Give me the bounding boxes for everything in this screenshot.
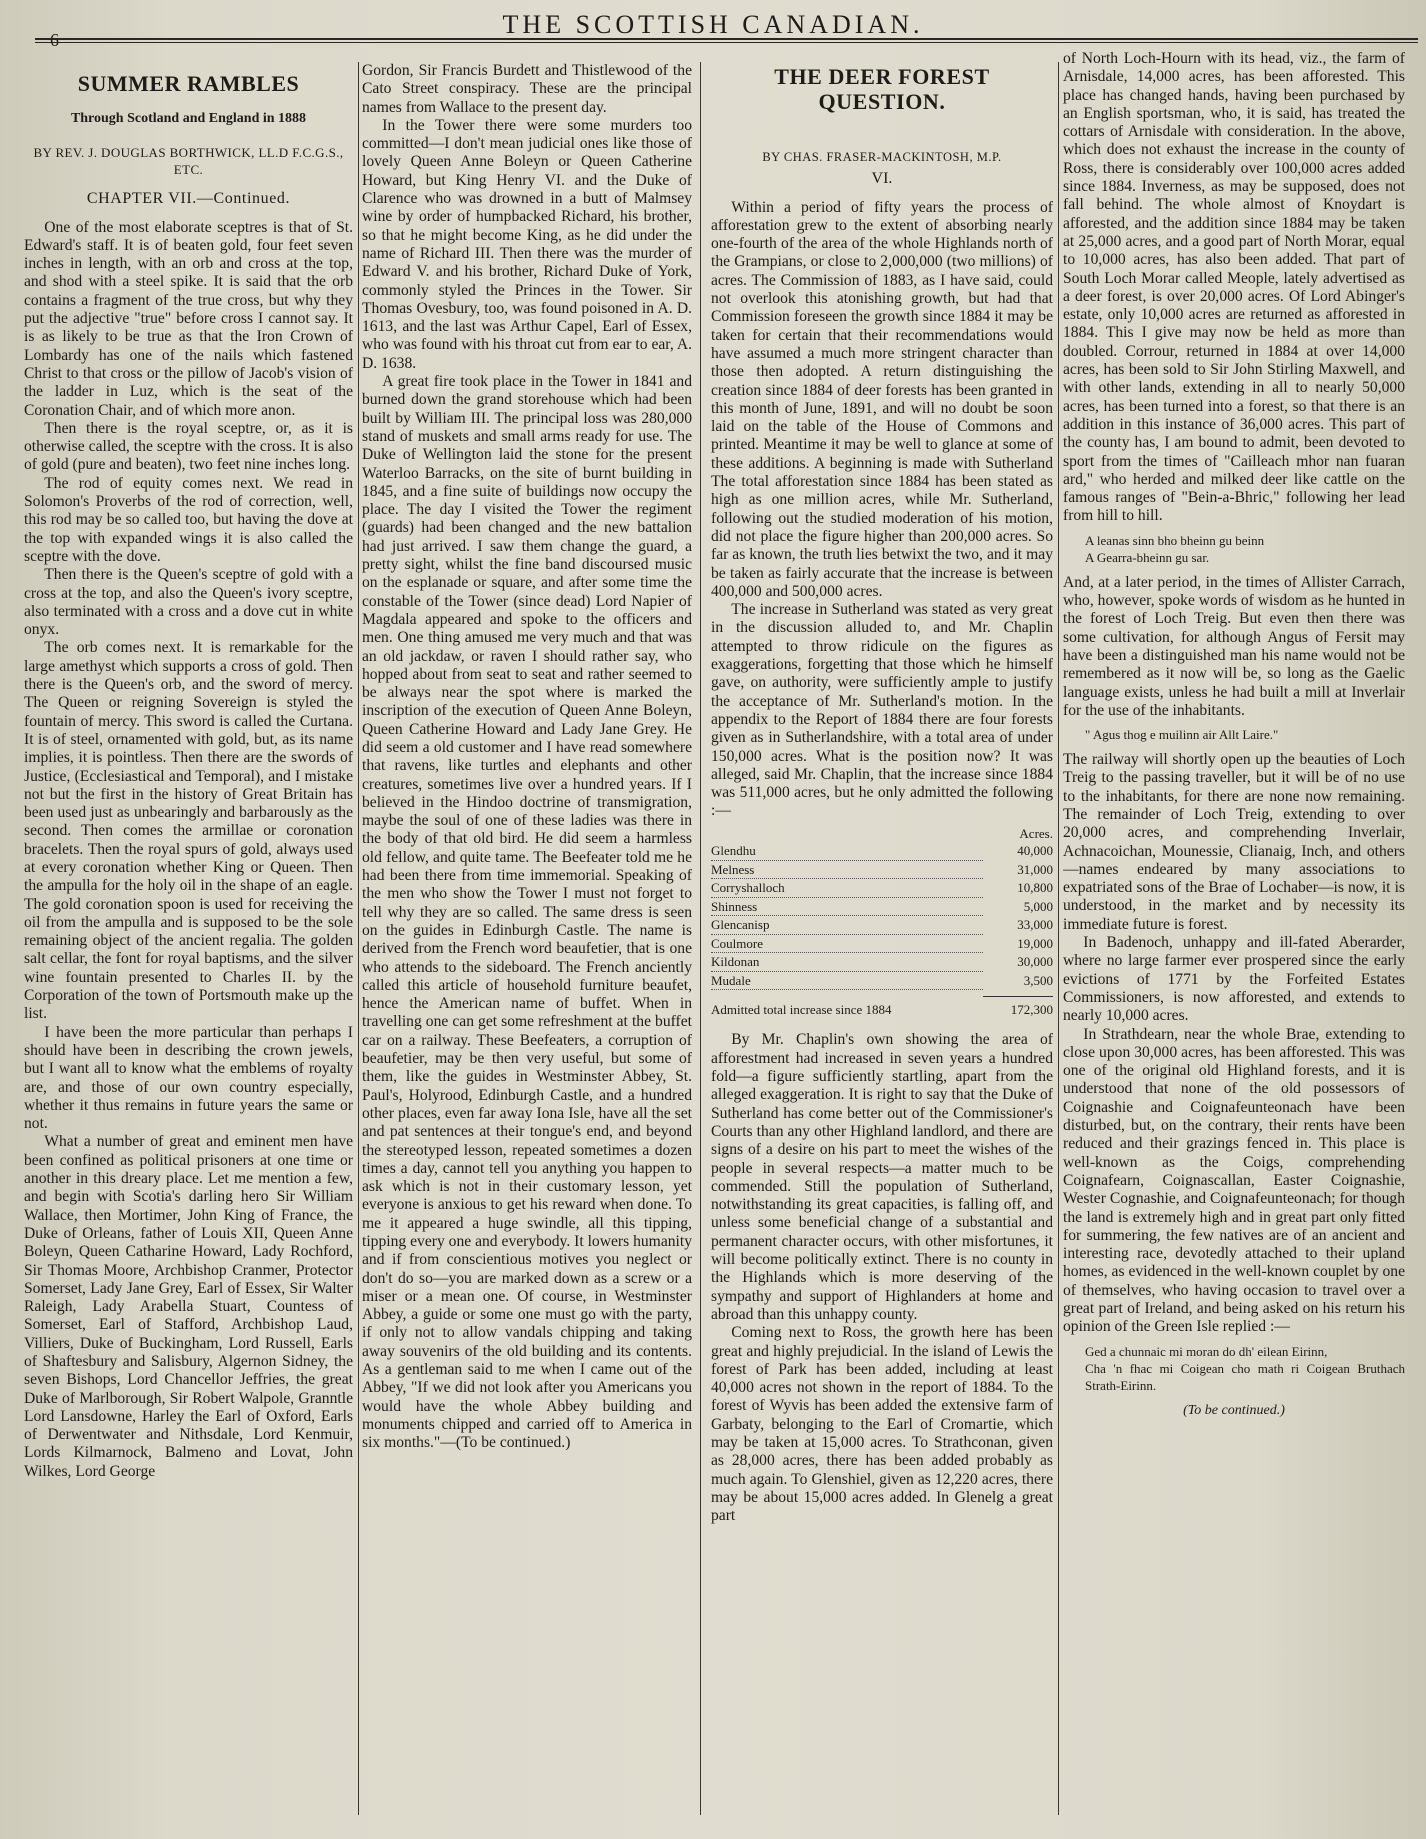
forest-acres: 3,500 xyxy=(1023,972,1053,988)
table-row xyxy=(711,916,1053,935)
paragraph: The railway will shortly open up the beauties of Loch Treig to the passing traveller, but it will be of no use to the inhabitants, for there are none now remaining. The remainder of Loch Treig, extending to over 20,000 acres, and comprehending Inverlair, Achnacoichan, Mounessie, Clianaig, Inch, and others—names endeared by many associations to expatriated sons of the Brae of Lochaber—is now, it is understood, in the market and by necessity its immediate future is forest. xyxy=(1063,751,1405,933)
forest-name: Coulmore xyxy=(711,934,983,953)
forest-name: Shinness xyxy=(711,897,983,916)
title-line: QUESTION. xyxy=(818,89,946,114)
paragraph: Then there is the Queen's sceptre of gold with a cross at the top, and also the Queen's ivory sceptre, also terminated with a cross and a dove cut in white onyx. xyxy=(24,566,353,639)
forest-acres: 30,000 xyxy=(1017,954,1053,970)
article-byline: BY CHAS. FRASER-MACKINTOSH, M.P. xyxy=(762,150,1002,164)
unit-header: Acres. xyxy=(1019,825,1053,841)
table-row xyxy=(711,953,1053,972)
paragraph: The rod of equity comes next. We read in Solomon's Proverbs of the rod of correction, well, this rod may be so called too, but having the dove at the top with expanded wings it is also called the sceptre with the dove. xyxy=(24,474,353,565)
column-1 xyxy=(24,64,353,1816)
total-value: 172,300 xyxy=(1010,1002,1053,1018)
paragraph: Then there is the royal sceptre, or, as it is otherwise called, the sceptre with the cross. It is also of gold (pure and beaten), two feet nine inches long. xyxy=(24,419,353,474)
gaelic-verse: " Agus thog e muilinn air Allt Laire." xyxy=(1085,727,1279,743)
paragraph: A great fire took place in the Tower in 1841 and burned down the grand storehouse which had been built by William III. The principal loss was 280,000 stand of muskets and small arms ready for use. The Duke of Wellington laid the stone for the present Waterloo Barracks, on the site of burnt building in 1845, and a fine suite of buildings now occupy the place. The day I visited the Tower the regiment (guards) had been changed and the new battalion had just arrived. I saw them change the guard, a pretty sight, whilst the fine band discoursed music on the esplanade or square, and after some time the constable of the Tower (since dead) Lord Napier of Magdala appeared and spoke to the officers and men. One thing amused me very much and that was an old jackdaw, or raven I should rather say, who hopped about from seat to seat and rather seemed to be always near the spot where is marked the inscription of the execution of Queen Anne Boleyn, Queen Catherine Howard and Lady Jane Grey. He did seem a old customer and I have read somewhere that ravens, like turtles and elephants and other creatures, sometimes live over a hundred years. If I believed in the Hindoo doctrine of transmigration, maybe the soul of one of these ladies was there in the body of that old bird. He did seem a harmless old fellow, and quite tame. The Beefeater told me he had been there from time immemorial. Speaking of the men who show the Tower I must not forget to tell why they are so called. The same dress is seen on the guides in Edinburgh Castle. The name is derived from the French word beaufetier, that is one who attends to the sideboard. The French anciently called this article of household furniture beaufet, hence the American name of buffet. When in travelling one can get some refreshment at the buffet car on a railway. These Beefeaters, a corruption of beaufetier, may be then very useful, but some of them, like the guides in Westminster Abbey, St. Paul's, Holyrood, Edinburgh Castle, and a hundred other places, even far away Iona Isle, have all the set and pat sentences at their tongue's end, and beyond the stereotyped lesson, repeated sometimes a dozen times a day, cannot tell you anything you happen to ask which is not in their customary lesson, yet everyone is anxious to get his reward when done. To me it appeared a huge swindle, all this tipping, tipping every one and everybody. It lowers humanity and if from conscientious motives you neglect or don't do so—you are marked down as a screw or a miser or a mean one. Of course, in Westminster Abbey, a guide or some one must go with the party, if only not to allow vandals chipping and taking away souvenirs of the old building and its contents. As a gentleman said to me when I came out of the Abbey, "If we did not look after you Americans you would have the whole Abbey building and monuments chipped and carried off to America in six months."—(To be continued.) xyxy=(362,373,692,1452)
forest-table xyxy=(711,825,1053,991)
table-row xyxy=(711,897,1053,916)
table-row xyxy=(711,971,1053,990)
paragraph: One of the most elaborate sceptres is that of St. Edward's staff. It is of beaten gold, four feet seven inches in length, with an orb and cross at the top, and shod with a steel spike. It is said that the orb contains a fragment of the true cross, but why they put the adjective "true" before cross I cannot say. It is as likely to be true as that the Iron Crown of Lombardy has one of the nails which fastened Christ to that cross or the pillow of Jacob's vision of the ladder in Luz, which is the seat of the Coronation Chair, and of which more anon. xyxy=(24,218,353,419)
page-number: 6 xyxy=(50,30,59,50)
forest-acres: 5,000 xyxy=(1023,898,1053,914)
article-body xyxy=(24,219,353,1481)
gaelic-verse: A leanas sinn bho bheinn gu beinn A Gearra-bheinn gu sar. xyxy=(1085,532,1265,565)
forest-acres: 10,800 xyxy=(1017,880,1053,896)
paragraph: In Strathdearn, near the whole Brae, extending to close upon 30,000 acres, has been afforested. This was one of the original old Highland forests, and it is understood that none of the old possessors of Coignashie and Coignafeunteonach have been disturbed, but, on the contrary, their rents have been reduced and their grazings fenced in. This place is well-known as the Coigs, comprehending Coignafearn, Coignascallan, Easter Coignashie, Wester Cognashie, and Coignafeunteonach; for though the land is extremely high and in great part only fitted for summering, the few natives are of an ancient and interesting race, devotedly attached to their upland homes, as evidenced in the well-known couplet by one of themselves, who having occasion to travel over a great part of Ireland, and being asked on his return his opinion of the Green Isle replied :— xyxy=(1063,1025,1405,1336)
paragraph: The increase in Sutherland was stated as very great in the discussion alluded to, and Mr. Chaplin attempted to throw ridicule on the figures as exaggerations, forgetting that those which he himself gave, on authority, were sufficiently ample to justify the acceptance of Mr. Sutherland's motion. In the appendix to the Report of 1884 there are four forests given as in Sutherlandshire, with a total area of under 150,000 acres. What is the position now? It was alleged, said Mr. Chaplin, that the increase since 1884 was 511,000 acres, but he only admitted the following :— xyxy=(711,601,1053,820)
paragraph: What a number of great and eminent men have been confined as political prisoners at one time or another in this dreary place. Let me mention a few, and begin with Scotia's darling hero Sir William Wallace, then Mortimer, John King of France, the Duke of Orleans, father of Louis XII, Queen Anne Boleyn, Queen Catharine Howard, Lady Rochford, Sir Thomas Moore, Archbishop Cranmer, Protector Somerset, Lady Jane Grey, Earl of Essex, Sir Walter Raleigh, Lady Arabella Stuart, Countess of Somerset, Earl of Stafford, Archbishop Laud, Villiers, Duke of Buckingham, Lord Russell, Earls of Shaftesbury and Salisbury, Algernon Sidney, the seven Bishops, Lord Chancellor Jeffries, the great Duke of Marlborough, Sir Robert Walpole, Granntle Lord Lansdowne, Harley the Earl of Oxford, Earls of Derwentwater and Nithsdale, Lord Kenmuir, Lords Kilmarnock, Balmeno and Lovat, John Wilkes, Lord George xyxy=(24,1133,353,1480)
total-rule xyxy=(983,996,1053,997)
forest-name: Melness xyxy=(711,860,983,879)
masthead xyxy=(0,4,1426,50)
masthead-rule-thin xyxy=(35,42,1418,43)
continued-text: (To be continued.) xyxy=(1183,1402,1285,1418)
table-row xyxy=(711,860,1053,879)
forest-acres: 31,000 xyxy=(1017,861,1053,877)
paragraph: Within a period of fifty years the process of afforestation grew to the extent of absorbing nearly one-fourth of the area of the whole Highlands north of the Grampians, or close to 2,000,000 (two millions) of acres. The Commission of 1883, as I have said, could not overlook this atonishing growth, but had that Commission foreseen the growth since 1884 it may be taken for certain that their recommendations would have assumed a much more stringent character than those then adopted. A return distinguishing the creation since 1884 of deer forests has been granted in this month of June, 1891, and will no doubt be soon laid on the table of the House of Commons and printed. Meantime it may be well to glance at some of these additions. A beginning is made with Sutherland The total afforestation since 1884 has been stated as high as one million acres, while Mr. Sutherland, following out the studied moderation of his motion, did not place the figure higher than 200,000 acres. So far as known, the truth lies betwixt the two, and it may be taken as fairly accurate that the increase is between 400,000 and 500,000 acres. xyxy=(711,198,1053,600)
masthead-rule xyxy=(35,38,1418,40)
column-divider xyxy=(1058,62,1059,1815)
paragraph: Gordon, Sir Francis Burdett and Thistlewood of the Cato Street conspiracy. These are the principal names from Wallace to the present day. xyxy=(362,62,692,116)
article-subtitle: Through Scotland and England in 1888 xyxy=(70,111,307,126)
table-header-row xyxy=(711,825,1053,843)
forest-acres: 33,000 xyxy=(1017,917,1053,933)
table-row xyxy=(711,879,1053,898)
forest-name: Glencanisp xyxy=(711,916,983,935)
column-divider xyxy=(358,62,359,1815)
part-number: VI. xyxy=(871,170,893,188)
column-divider xyxy=(700,62,701,1815)
column-2 xyxy=(362,62,692,1818)
table-row xyxy=(711,934,1053,953)
paragraph: In the Tower there were some murders too committed—I don't mean judicial ones like those of lovely Queen Anne Boleyn or Queen Catherine Howard, but King Henry VI. and the Duke of Clarence who was drowned in a butt of Malmsey wine by order of humpbacked Richard, his brother, so that he might become King, as he did under the name of Richard III. Then there was the murder of Edward V. and his brother, Richard Duke of York, commonly styled the Princes in the Tower. Sir Thomas Ovesbury, too, was found poisoned in A. D. 1613, and the last was Arthur Capel, Earl of Essex, who was found with his throat cut from ear to ear, A. D. 1638. xyxy=(362,116,692,372)
title-line: THE DEER FOREST xyxy=(774,64,990,89)
forest-name: Mudale xyxy=(711,971,983,990)
paragraph: I have been the more particular than perhaps I should have been in describing the crown jewels, but I want all to know what the emblems of royalty are, and those of our own country especially, whether it thus remains in future years the same or not. xyxy=(24,1023,353,1133)
paragraph: By Mr. Chaplin's own showing the area of afforestment had increased in seven years a hundred fold—a figure sufficiently startling, apart from the alleged exaggeration. It is right to say that the Duke of Sutherland has come better out of the Commissioner's Courts than any other Highland landlord, and there are signs of a desire on his part to meet the wishes of the people in several respects—a matter much to be commended. Still the population of Sutherland, notwithstanding its great capacities, is falling off, and unless some beneficial change of a substantial and permanent character occurs, with other misfortunes, it will become politically extinct. There is no county in the Highlands which is more deserving of the sympathy and support of Highlanders at home and abroad than this unhappy county. xyxy=(711,1031,1053,1323)
article-title: SUMMER RAMBLES xyxy=(77,71,300,96)
table-row xyxy=(711,842,1053,860)
forest-name: Kildonan xyxy=(711,953,983,972)
paragraph: In Badenoch, unhappy and ill-fated Aberarder, where no large farmer ever prospered since the early evictions of 1771 by the Forfeited Estates Commissioners, is now afforested, and extends to nearly 10,000 acres. xyxy=(1063,934,1405,1025)
gaelic-verse: Ged a chunnaic mi moran do dh' eilean Eirinn, Cha 'n fhac mi Coigean cho math ri Coigean Bruthach Strath-Eirinn. xyxy=(1085,1343,1405,1393)
column-4 xyxy=(1063,50,1405,1806)
newspaper-title: THE SCOTTISH CANADIAN. xyxy=(502,10,924,39)
chapter-heading: CHAPTER VII.—Continued. xyxy=(86,190,291,208)
continued-note xyxy=(1063,1402,1405,1420)
paragraph: The orb comes next. It is remarkable for the large amethyst which supports a cross of gold. Then there is the Queen's orb, and the sword of mercy. The Queen or reigning Sovereign is styled the fountain of mercy. This sword is called the Curtana. It is of steel, ornamented with gold, but, as its name implies, it is pointless. Then there are the swords of Justice, (Ecclesiastical and Temporal), and I mistake not but the first in the history of Great Britain has been used just as unbearingly and barbarously as the second. Then comes the armillae or coronation bracelets. Then the royal spurs of gold, always used at every coronation whether King or Queen. Then the ampulla for the holy oil in the shape of an eagle. The gold coronation spoon is used for receiving the oil from the ampulla and is supposed to be the sole remaining object of the ancient regalia. The golden salt cellar, the font for royal baptisms, and the silver wine fountain presented to Charles II. by the Corporation of the town of Portsmouth make up the list. xyxy=(24,639,353,1023)
article-title xyxy=(711,64,1053,114)
forest-name: Corryshalloch xyxy=(711,879,983,898)
forest-name: Glendhu xyxy=(711,842,983,860)
total-label: Admitted total increase since 1884 xyxy=(711,1002,892,1018)
paragraph: of North Loch-Hourn with its head, viz., the farm of Arnisdale, 14,000 acres, has been afforested. This place has changed hands, having been purchased by an English sportsman, who, it is said, has treated the cottars of Arnisdale with consideration. In the above, which does not exhaust the increase in the county of Ross, there is considerably over 100,000 acres added since 1884. Inverness, as may be supposed, does not fall behind. The whole almost of Knoydart is afforested, and the addition since 1884 may be taken at 25,000 acres, and a good part of North Morar, equal to 10,000 acres, has also been added. That part of South Loch Morar called Meople, lately advertised as a deer forest, is over 20,000 acres. Of Lord Abinger's estate, only 10,000 acres are returned as afforested in 1884. This I give may now be held as more than doubled. Corrour, returned in 1884 at over 14,000 acres, has been sold to Sir John Stirling Maxwell, and with other lands, extending in all to nearly 50,000 acres, has been turned into a forest, so that there is an addition in this instance of 36,000 acres. This part of the county has, I am bound to admit, been devoted to sport from the times of "Cailleach mhor nan fuaran ard," who herded and milked deer like cattle on the famous ranges of "Bein-a-Bhric," following her lead from hill to hill. xyxy=(1063,50,1405,525)
forest-acres: 19,000 xyxy=(1017,935,1053,951)
paragraph: Coming next to Ross, the growth here has been great and highly prejudicial. In the island of Lewis the forest of Park has been added, including at least 40,000 acres not shown in the report of 1884. To the forest of Wyvis has been added the extensive farm of Garbaty, belonging to the Earl of Cromartie, which may be taken at 15,000 acres. To Strathconan, given as 28,000 acres, there has been added probably as much again. To Glenshiel, given as 12,220 acres, there may be about 15,000 acres added. In Glenelg a great part xyxy=(711,1324,1053,1525)
article-byline: BY REV. J. DOUGLAS BORTHWICK, LL.D F.C.G.S., ETC. xyxy=(33,145,344,178)
forest-acres: 40,000 xyxy=(1017,843,1053,859)
column-3 xyxy=(711,64,1053,1820)
total-row xyxy=(711,1001,1053,1019)
paragraph: And, at a later period, in the times of Allister Carrach, who, however, spoke words of wisdom as he hunted in the forest of Loch Treig. But even then there was some cultivation, for although Angus of Fersit may have been a distinguished man his name would not be remembered as it now will be, so long as the Gaelic language exists, unless he had built a mill at Inverlair for the use of the inhabitants. xyxy=(1063,573,1405,719)
